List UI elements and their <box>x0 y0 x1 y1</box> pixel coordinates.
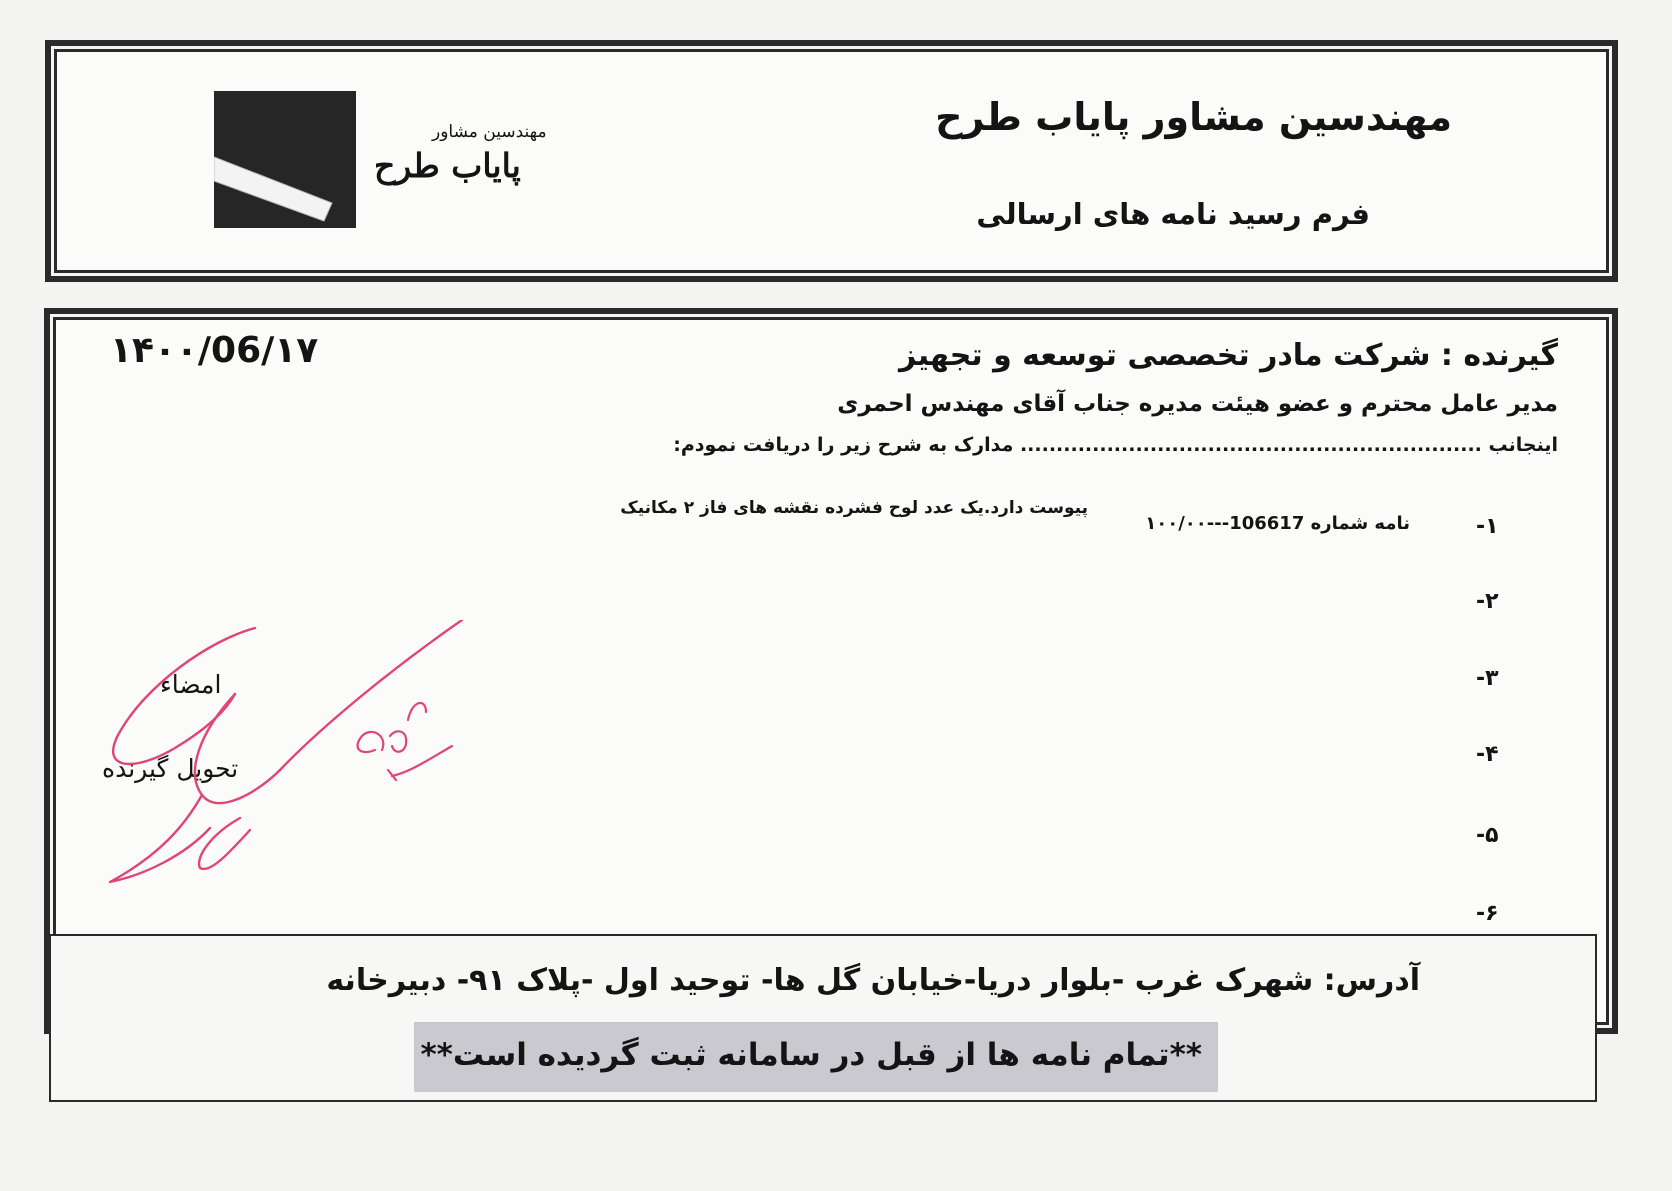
logo-mark <box>214 91 356 228</box>
item-description: نامه شماره 106617---۱۰۰/۰۰ <box>1145 513 1410 534</box>
item-number: -۶ <box>1476 901 1499 926</box>
handwritten-signature <box>90 620 490 900</box>
item-note: پیوست دارد.یک عدد لوح فشرده نقشه های فاز ۲ مکانیک <box>620 498 1088 518</box>
logo-small-text: مهندسین مشاور <box>432 122 547 142</box>
company-title: مهندسین مشاور پایاب طرح <box>935 95 1452 139</box>
recipient-line: گیرنده : شرکت مادر تخصصی توسعه و تجهیز <box>899 338 1558 373</box>
item-number: -۳ <box>1476 666 1499 691</box>
receipt-statement: اینجانب ................................................................ مدارک به شرح زیر را دریافت نمودم: <box>673 434 1558 456</box>
signature-label: امضاء <box>160 670 222 699</box>
item-number: -۵ <box>1476 823 1499 848</box>
item-number: -۲ <box>1476 589 1499 614</box>
item-number: -۱ <box>1476 514 1499 539</box>
form-title: فرم رسید نامه های ارسالی <box>976 197 1370 231</box>
recipient-attention: مدیر عامل محترم و عضو هیئت مدیره جناب آقای مهندس احمری <box>837 391 1558 417</box>
notice: **تمام نامه ها از قبل در سامانه ثبت گردیده است** <box>420 1037 1202 1073</box>
logo-main-text: پایاب طرح <box>374 146 521 185</box>
receiver-label: تحویل گیرنده <box>102 754 239 783</box>
address: آدرس: شهرک غرب -بلوار دریا-خیابان گل ها- توحید اول -پلاک ۹۱- دبیرخانه <box>326 963 1420 998</box>
item-number: -۴ <box>1476 742 1499 767</box>
date: ۱۴۰۰/06/۱۷ <box>110 330 319 371</box>
